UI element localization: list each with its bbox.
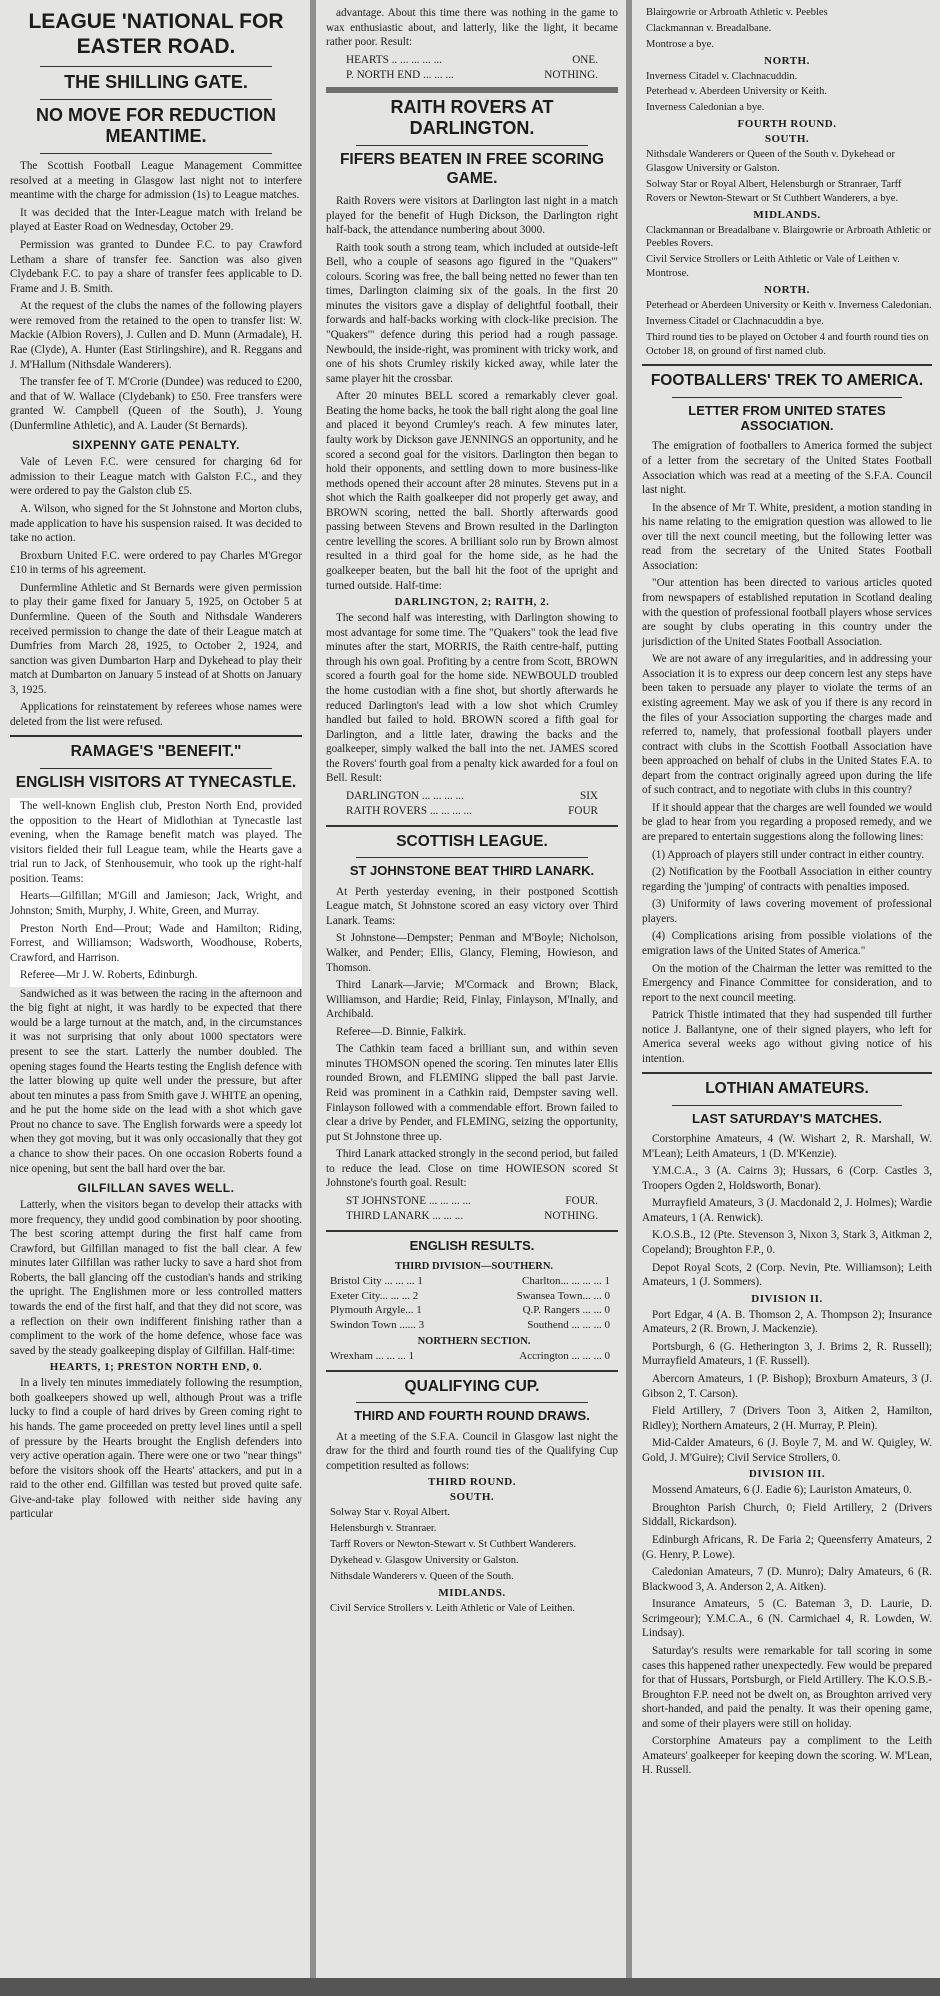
draw-line: Nithsdale Wanderers or Queen of the South v. Dykehead or Glasgow University or Galston. bbox=[646, 149, 896, 175]
paragraph: Dunfermline Athletic and St Bernards were given permission to play their game fixed for January 5, 1925, on October 5 at Dunfermline. Queen of the South and Nithsdale Wanderers received permission to change the date of their League match at Dumfries from March 28, 1925, to October 2, 1924, and sanction was given Dumbarton Harp and Dykehead to play their match at Dumbarton on January 5 instead of at Shotts on January 3, 1925. bbox=[10, 581, 302, 696]
paragraph: At the request of the clubs the names of the following players were removed from the retained to the open to transfer list: W. Mackie (Albion Rovers), J. Cullen and D. Munn (Armadale), H. Rae (Clyde), A. Hunter (East Stirlingshire), and R. Reggans and J. M'Hallum (Nithsdale Wanderers). bbox=[10, 300, 302, 371]
section-label: THIRD DIVISION—SOUTHERN. bbox=[394, 1260, 554, 1272]
paragraph: Permission was granted to Dundee F.C. to pay Crawford Letham a share of transfer fee. Sanction was also given Clydebank F.C. to pay a share of transfer fees applicable to D. Frame and J. B. Smith. bbox=[10, 239, 302, 295]
paragraph: Hearts—Gilfillan; M'Gill and Jamieson; Jack, Wright, and Johnston; Smith, Murphy, J. White, Green, and Murray. bbox=[10, 890, 302, 917]
paragraph: Raith took south a strong team, which included at outside-left Bell, who a couple of seasons ago figured in the "Quakers'" colours. Scoring was free, the ball being netted no fewer than ten times, Darlington claiming six of the goals. In the first 20 minutes the visitors gave a display of delightful football, their forwards and half-backs working with clock-like precision. The "Quakers'" defence during this period had a rough passage. Newbould, the inside-right, was prominent with tricky work, and one of his shots Crumley riskily kicked away, while later the same player hit the crossbar. bbox=[326, 241, 618, 385]
subhead-last-saturday: LAST SATURDAY'S MATCHES. bbox=[692, 1110, 882, 1126]
headline-qualifying-cup: QUALIFYING CUP. bbox=[404, 1378, 540, 1396]
divider bbox=[10, 735, 302, 737]
draw-line: Peterhead v. Aberdeen University or Keith. bbox=[646, 86, 827, 98]
paragraph: Corstorphine Amateurs pay a compliment to the Leith Amateurs' goalkeeper for keeping down the scoring. W. M'Lean, H. Russell. bbox=[642, 1735, 932, 1777]
section-label: SOUTH. bbox=[449, 1491, 495, 1504]
section-label: DIVISION II. bbox=[751, 1292, 823, 1305]
draw-line: Solway Star or Royal Albert, Helensburgh or Stranraer, Tarff Rovers or Newton-Stewart or St Cuthbert Wanderers, a bye. bbox=[646, 178, 902, 204]
paragraph: It was decided that the Inter-League match with Ireland be played at Easter Road on Wednesday, October 29. bbox=[10, 206, 302, 234]
paragraph: Referee—D. Binnie, Falkirk. bbox=[336, 1025, 467, 1038]
team-score: NOTHING. bbox=[544, 1210, 598, 1223]
paragraph: Applications for reinstatement by referees whose names were deleted from the list were refused. bbox=[10, 701, 302, 728]
paragraph: Portsburgh, 6 (G. Hetherington 3, J. Brims 2, R. Russell); Murrayfield Amateurs, 1 (F. Russell). bbox=[642, 1340, 932, 1368]
divider bbox=[326, 1230, 618, 1232]
row-right: Southend ... ... ... 0 bbox=[527, 1319, 610, 1332]
paragraph: Preston North End—Prout; Wade and Hamilton; Riding, Forrest, and Williamson; Wadsworth, Woodhouse, Roberts, Crawford, and Harrison. bbox=[10, 922, 302, 964]
headline-raith-rovers: RAITH ROVERS AT DARLINGTON. bbox=[390, 96, 554, 139]
row-left: Wrexham ... ... ... 1 bbox=[330, 1350, 415, 1363]
draw-line: Inverness Citadel or Clachnacuddin a bye. bbox=[646, 315, 824, 327]
subhead-fifers: FIFERS BEATEN IN FREE SCORING GAME. bbox=[339, 151, 605, 187]
row-left: Swindon Town ...... 3 bbox=[330, 1319, 425, 1332]
divider bbox=[40, 768, 272, 769]
paragraph: We are not aware of any irregularities, and in addressing your Association it is to express our deep concern lest any steps have been taken to persuade any player to violate the terms of an existing agreement. May we ask of you if there is any record in the files of your Association supporting the charges made and referred to, namely, that professional football players under contract with clubs in the Scottish Football Association have been approached on behalf of clubs in the United States F.A. to depart from the contract originally agreed upon during the life of such contract, and to negotiate with clubs in this country? bbox=[642, 653, 932, 797]
section-label: FOURTH ROUND. bbox=[737, 118, 837, 131]
column-3 bbox=[632, 0, 940, 1996]
team-name: THIRD LANARK ... ... ... bbox=[346, 1210, 464, 1223]
table-row bbox=[330, 1274, 618, 1289]
paragraph: The transfer fee of T. M'Crorie (Dundee) was reduced to £200, and that of W. Wallace (Clydebank) to £50. Free transfers were granted W. Campbell (Queen of the South), J. Young (Dunfermline Athletic), and A. Lauder (St Bernards). bbox=[10, 376, 302, 432]
section-title-sixpenny: SIXPENNY GATE PENALTY. bbox=[72, 438, 240, 453]
paragraph: If it should appear that the charges are well founded we would be glad to hear from you regarding a proposed remedy, and we are prepared to entertain suggestions along the following lines: bbox=[642, 801, 932, 844]
table-row bbox=[330, 1318, 618, 1333]
paragraph: St Johnstone—Dempster; Penman and M'Boyle; Nicholson, Walker, and Pender; Ellis, Glancy, Fleming, Howieson, and Thomson. bbox=[326, 932, 618, 974]
paragraph: Insurance Amateurs, 5 (C. Bateman 3, D. Laurie, D. Scrimgeour); Y.M.C.A., 6 (N. Carmichael 4, R. Lowden, W. Lindsay). bbox=[642, 1598, 932, 1640]
paragraph: Murrayfield Amateurs, 3 (J. Macdonald 2, J. Holmes); Wardie Amateurs, 1 (A. Renwick). bbox=[642, 1197, 932, 1224]
table-row bbox=[330, 1303, 618, 1318]
paragraph: K.O.S.B., 12 (Pte. Stevenson 3, Nixon 3, Stark 3, Aitkman 2, Copeland); Broughton F.P., 0. bbox=[642, 1229, 932, 1257]
page-edge bbox=[0, 1978, 940, 1996]
headline-english-results: ENGLISH RESULTS. bbox=[409, 1238, 535, 1254]
paragraph: Edinburgh Africans, R. De Faria 2; Queensferry Amateurs, 2 (G. Henry, P. Lowe). bbox=[642, 1534, 932, 1561]
paragraph: Field Artillery, 7 (Drivers Toon 3, Aitken 2, Hamilton, Ridley); Northern Amateurs, 2 (H. Murray, P. Plein). bbox=[642, 1405, 932, 1432]
result-st-johnstone bbox=[346, 1194, 618, 1224]
paragraph: advantage. About this time there was nothing in the game to wax enthusiastic about, and latterly, like the light, it became rather poor. Result: bbox=[326, 7, 618, 49]
draw-line: Clackmannan v. Breadalbane. bbox=[646, 22, 772, 34]
team-score: FOUR. bbox=[565, 1194, 598, 1207]
team-name: HEARTS .. ... ... ... ... bbox=[346, 53, 442, 66]
result-darlington bbox=[346, 789, 618, 819]
table-row bbox=[330, 1289, 618, 1304]
paragraph: Mossend Amateurs, 6 (J. Eadie 6); Lauriston Amateurs, 0. bbox=[652, 1484, 912, 1497]
paragraph: Y.M.C.A., 3 (A. Cairns 3); Hussars, 6 (Corp. Castles 3, Troopers Ogden 2, Holdsworth, Bonar). bbox=[642, 1165, 932, 1192]
paragraph: Vale of Leven F.C. were censured for charging 6d for admission to their League match with Galston F.C., and they were ordered to pay the Galston club £5. bbox=[10, 456, 302, 498]
row-right: Charlton... ... ... ... 1 bbox=[522, 1274, 610, 1287]
draw-line: Dykehead v. Glasgow University or Galston. bbox=[330, 1554, 519, 1566]
divider bbox=[40, 99, 272, 100]
paragraph: (2) Notification by the Football Association in either country regarding the 'jumping' of contracts with penalties imposed. bbox=[642, 866, 932, 893]
paragraph: At a meeting of the S.F.A. Council in Glasgow last night the draw for the third and fourth round ties of the Qualifying Cup competition resulted as follows: bbox=[326, 1430, 618, 1472]
paragraph: The Cathkin team faced a brilliant sun, and within seven minutes THOMSON opened the scoring. Ten minutes later Ellis rounded Brown, and FLEMING slipped the ball past Jarvie. Reid was prominent in a Cathkin raid, Dempster saving well. Finlayson followed with a commendable effort. Brown failed to clear a drive by Pender, and FLEMING, seizing the opportunity, put St Johnstone three up. bbox=[326, 1043, 618, 1143]
divider bbox=[672, 397, 902, 398]
paragraph: Referee—Mr J. W. Roberts, Edinburgh. bbox=[20, 969, 198, 982]
paragraph: Corstorphine Amateurs, 4 (W. Wishart 2, R. Marshall, W. M'Lean); Leith Amateurs, 1 (D. M'Kenzie). bbox=[642, 1133, 932, 1160]
paragraph: After 20 minutes BELL scored a remarkably clever goal. Beating the home backs, he took the ball right along the goal line and placed it beyond Crumley's reach. A few minutes later, faulty work by Dickson gave JENNINGS an opportunity, and he scored a second goal for the visitors. Darlington then began to hold their opponents, and settling down to more business-like methods opened their account after 28 minutes. Stevens put in a shot which the Raith goalkeeper did not properly get away, and BROWN scoring, netted the ball. Shortly afterwards good passing between Stevens and Brown resulted in the Darlington centre levelling the scores. A brilliant solo run by Brown almost resulted in a third goal for the home side, as he had the goalkeeper beaten, but the ball hit the foot of the upright and turned outside. Half-time: bbox=[326, 390, 618, 592]
divider bbox=[356, 857, 588, 858]
draw-line: Clackmannan or Breadalbane v. Blairgowrie or Arbroath Athletic or Peebles Rovers. bbox=[646, 224, 932, 250]
row-left: Exeter City... ... ... 2 bbox=[330, 1289, 419, 1302]
result-hearts bbox=[346, 53, 618, 83]
headline-ramage: RAMAGE'S "BENEFIT." bbox=[70, 743, 242, 761]
paragraph: At Perth yesterday evening, in their postponed Scottish League match, St Johnstone scored an easy victory over Third Lanark. Teams: bbox=[326, 885, 618, 927]
draw-line: Peterhead or Aberdeen University or Keith v. Inverness Caledonian. bbox=[646, 300, 932, 312]
column-2 bbox=[316, 0, 626, 1996]
divider bbox=[40, 66, 272, 67]
draw-line: Tarff Rovers or Newton-Stewart v. St Cuthbert Wanderers. bbox=[330, 1539, 577, 1551]
section-title-gilfillan: GILFILLAN SAVES WELL. bbox=[77, 1181, 235, 1196]
section-label: SOUTH. bbox=[764, 133, 810, 146]
draw-line: Nithsdale Wanderers v. Queen of the South. bbox=[330, 1570, 514, 1582]
row-right: Q.P. Rangers ... ... 0 bbox=[522, 1304, 610, 1317]
paragraph: In a lively ten minutes immediately following the resumption, both goalkeepers showed up well, although Prout was a trifle lucky to find a couple of hard drives by Green coming right to his hands. The game proceeded on pretty level lines until a spell of pressure by the Hearts brought the English defenders into very active operation again. There were one or two "near things" before the visitors shook off the Hearts' attackers, and put in a raid to the other end. Gilfillan was tested but proved quite safe. Give-and-take play followed with neither side having any particular bbox=[10, 1377, 302, 1521]
divider bbox=[326, 1370, 618, 1372]
headline-league-national: LEAGUE 'NATIONAL FOR EASTER ROAD. bbox=[28, 10, 284, 58]
paragraph: Depot Royal Scots, 2 (Corp. Nevin, Pte. Williamson); Leith Amateurs, 1 (J. Sommers). bbox=[642, 1261, 932, 1289]
section-label: THIRD ROUND. bbox=[428, 1476, 516, 1489]
paragraph: Port Edgar, 4 (A. B. Thomson 2, A. Thompson 2); Insurance Amateurs, 2 (R. Brown, J. Mackenzie). bbox=[642, 1308, 932, 1336]
paragraph: Latterly, when the visitors began to develop their attacks with more frequency, they undid good combination by poor shooting. The best scoring attempt during the first half came from Crawford, but Gilfillan managed to fist the ball clear. A few minutes later Gilfillan was rather lucky to save a hard shot from Roberts, the ball glancing off the custodian's hands and striking the upright. The Englishmen more or less controlled matters towards the end of the first half, and that they did not score, was a reflection on their own indifferent finishing rather than a compliment to the work of the home defence, whose face was saved by the steady goalkeeping display of Gilfillan. Half-time: bbox=[10, 1199, 302, 1357]
team-name: ST JOHNSTONE ... ... ... ... bbox=[346, 1194, 471, 1207]
table-row bbox=[330, 1349, 618, 1364]
row-left: Plymouth Argyle... 1 bbox=[330, 1304, 422, 1317]
section-label: NORTH. bbox=[764, 284, 810, 297]
headline-lothian-amateurs: LOTHIAN AMATEURS. bbox=[705, 1080, 869, 1098]
team-score: ONE. bbox=[572, 53, 598, 66]
divider bbox=[326, 87, 618, 93]
paragraph: Abercorn Amateurs, 1 (P. Bishop); Broxburn Amateurs, 3 (J. Gibson 2, T. Carson). bbox=[642, 1372, 932, 1400]
headline-footballers-trek: FOOTBALLERS' TREK TO AMERICA. bbox=[650, 372, 924, 390]
subhead-letter-us: LETTER FROM UNITED STATES ASSOCIATION. bbox=[688, 402, 886, 434]
row-left: Bristol City ... ... ... 1 bbox=[330, 1274, 423, 1287]
team-name: DARLINGTON ... ... ... ... bbox=[346, 789, 464, 802]
subhead-no-move: NO MOVE FOR REDUCTION MEANTIME. bbox=[35, 104, 276, 146]
team-score: SIX bbox=[579, 789, 598, 802]
divider bbox=[40, 153, 272, 154]
paragraph: The second half was interesting, with Darlington showing to most advantage for some time. The "Quakers" took the lead five minutes after the start, MORRIS, the Raith centre-half, putting through his own goal. Profiting by a centre from Scott, BROWN scored a fourth goal for the home side. NEWBOULD troubled the home custodian with a fine shot, but shortly afterwards he reduced Darlington's lead with a low shot which Crumley handled but failed to hold. BROWN scored a fifth goal for Darlington, and a little later, drawing the backs and the goalkeeper, simply walked the ball into the net. JAMES scored the Rovers' fourth goal from a penalty kick awarded for a foul on Bell. Result: bbox=[326, 612, 618, 785]
paragraph: Saturday's results were remarkable for tall scoring in some cases this happened rather unexpectedly. Few would be prepared for that of Hussars, Portsburgh, or Field Artillery. The K.O.S.B.-Broughton F.P. need not be dwelt on, as Broughton arrived very short-handed, and paid the penalty. It was their opening game, and some of their players were still on holiday. bbox=[642, 1644, 932, 1730]
divider bbox=[672, 1105, 902, 1106]
column-1 bbox=[0, 0, 310, 1996]
team-name: RAITH ROVERS ... ... ... ... bbox=[346, 804, 472, 817]
paragraph: Third Lanark attacked strongly in the second period, but failed to reduce the lead. Close on time HOWIESON scored St Johnstone's fourth goal. Result: bbox=[326, 1148, 618, 1190]
section-label: MIDLANDS. bbox=[438, 1586, 506, 1599]
paragraph: In the absence of Mr T. White, president, a motion standing in his name relating to the emigration question was allowed to lie over till the next council meeting, but the following letter was read from the secretary of the United States Football Association: bbox=[642, 501, 932, 572]
halftime-score: HEARTS, 1; PRESTON NORTH END, 0. bbox=[49, 1361, 263, 1374]
draw-line: Helensburgh v. Stranraer. bbox=[330, 1523, 437, 1535]
divider bbox=[642, 364, 932, 366]
paragraph: The Scottish Football League Management Committee resolved at a meeting in Glasgow last night not to interfere meantime with the charge for admission (1s) to League matches. bbox=[10, 160, 302, 202]
draw-line: Inverness Citadel v. Clachnacuddin. bbox=[646, 70, 798, 82]
divider bbox=[356, 145, 588, 146]
row-right: Swansea Town... ... 0 bbox=[516, 1289, 610, 1302]
paragraph: The well-known English club, Preston North End, provided the opposition to the Heart of Midlothian at Tynecastle last evening, when the Ramage benefit match was played. The visitors fielded their full League team, while the Hearts gave a trial run to Jack, of Stenhousemuir, who took up the right-half position. Teams: bbox=[10, 800, 302, 885]
row-right: Accrington ... ... ... 0 bbox=[519, 1350, 610, 1363]
section-label: NORTH. bbox=[764, 54, 810, 67]
divider bbox=[326, 825, 618, 827]
team-score: FOUR bbox=[568, 804, 598, 817]
paragraph: (3) Uniformity of laws covering movement of professional players. bbox=[642, 898, 932, 925]
section-label: NORTHERN SECTION. bbox=[417, 1336, 531, 1348]
paragraph: Broughton Parish Church, 0; Field Artillery, 2 (Drivers Siddall, Rickardson). bbox=[642, 1501, 932, 1529]
paragraph: (1) Approach of players still under contract in either country. bbox=[652, 848, 925, 861]
paragraph: (4) Complications arising from possible violations of the emigration laws of the United States of America." bbox=[642, 930, 932, 957]
paragraph: Third Lanark—Jarvie; M'Cormack and Brown; Black, Williamson, and Hardie; Reid, Finlay, Finlayson, M'Inally, and Archibald. bbox=[326, 979, 618, 1021]
section-label: DIVISION III. bbox=[748, 1468, 826, 1481]
english-results-table bbox=[330, 1260, 618, 1365]
subhead-english-visitors: ENGLISH VISITORS AT TYNECASTLE. bbox=[15, 773, 297, 791]
draw-line: Montrose a bye. bbox=[646, 38, 714, 50]
draw-line: Solway Star v. Royal Albert. bbox=[330, 1507, 451, 1519]
subhead-shilling-gate: THE SHILLING GATE. bbox=[64, 71, 248, 92]
team-name: P. NORTH END ... ... ... bbox=[346, 68, 454, 81]
paragraph: Sandwiched as it was between the racing in the afternoon and the big fight at night, it was hardly to be expected that there would be a large turnout at the match, and, in the circumstances it was not surprising that only about 1000 spectators were present to see the start. Latterly the number doubled. The opening stages found the Hearts testing the English defence with the latter blowing up quite well under the pressure, but after about ten minutes a pass from Smith gave J. WHITE an opening, and he put the home side on the lead with a shot which gave Prout no chance to save. The English forwards were a speedy lot when they got moving, but it was only occasionally that they got a chance to show their paces. On one occasion Roberts found a nice opening, but sent the ball hard over the bar. bbox=[10, 987, 302, 1175]
draw-line: Civil Service Strollers v. Leith Athletic or Vale of Leithen. bbox=[330, 1602, 575, 1614]
divider bbox=[642, 1072, 932, 1074]
team-score: NOTHING. bbox=[544, 68, 598, 81]
paragraph: On the motion of the Chairman the letter was remitted to the Emergency and Finance Committee for consideration, and to report to the next council meeting. bbox=[642, 962, 932, 1004]
paragraph: Raith Rovers were visitors at Darlington last night in a match played for the benefit of Hugh Dickson, the Darlington right half-back, the attendance numbering about 3000. bbox=[326, 194, 618, 237]
paragraph: Patrick Thistle intimated that they had suspended till further notice J. Ballantyne, one of their signed players, who left for America several weeks ago without giving notice of his intention. bbox=[642, 1009, 932, 1065]
draw-line: Civil Service Strollers or Leith Athletic or Vale of Leithen v. Montrose. bbox=[646, 254, 900, 280]
subhead-draws: THIRD AND FOURTH ROUND DRAWS. bbox=[354, 1408, 590, 1424]
draw-line: Blairgowrie or Arbroath Athletic v. Peebles bbox=[646, 7, 828, 18]
paragraph: Mid-Calder Amateurs, 6 (J. Boyle 7, M. and W. Quigley, W. Gold, J. M'Guire); Civil Service Strollers, 0. bbox=[642, 1437, 932, 1464]
halftime-score: DARLINGTON, 2; RAITH, 2. bbox=[394, 596, 550, 609]
headline-scottish-league: SCOTTISH LEAGUE. bbox=[396, 833, 548, 851]
paragraph: The emigration of footballers to America formed the subject of a letter from the secretary of the United States Football Association which was read at a meeting of the S.F.A. Council last night. bbox=[642, 440, 932, 497]
draw-line: Third round ties to be played on October 4 and fourth round ties on October 18, on ground of first named club. bbox=[646, 331, 929, 357]
paragraph: A. Wilson, who signed for the St Johnstone and Morton clubs, made application to have his suspension raised. It was decided to take no action. bbox=[10, 503, 302, 545]
paragraph: "Our attention has been directed to various articles quoted from newspapers of established reputation in Scotland dealing with the question of professional football players whose services are sought by clubs operating in this country under the jurisdiction of the United States Football Association. bbox=[642, 577, 932, 648]
paragraph: Broxburn United F.C. were ordered to pay Charles M'Gregor £10 in terms of his agreement. bbox=[10, 549, 302, 577]
divider bbox=[356, 1402, 588, 1403]
subhead-st-johnstone: ST JOHNSTONE BEAT THIRD LANARK. bbox=[349, 863, 595, 879]
draw-line: Inverness Caledonian a bye. bbox=[646, 102, 765, 114]
paragraph: Caledonian Amateurs, 7 (D. Munro); Dalry Amateurs, 6 (R. Blackwood 3, A. Anderson 2, A. Aitken). bbox=[642, 1566, 932, 1593]
section-label: MIDLANDS. bbox=[753, 208, 821, 221]
